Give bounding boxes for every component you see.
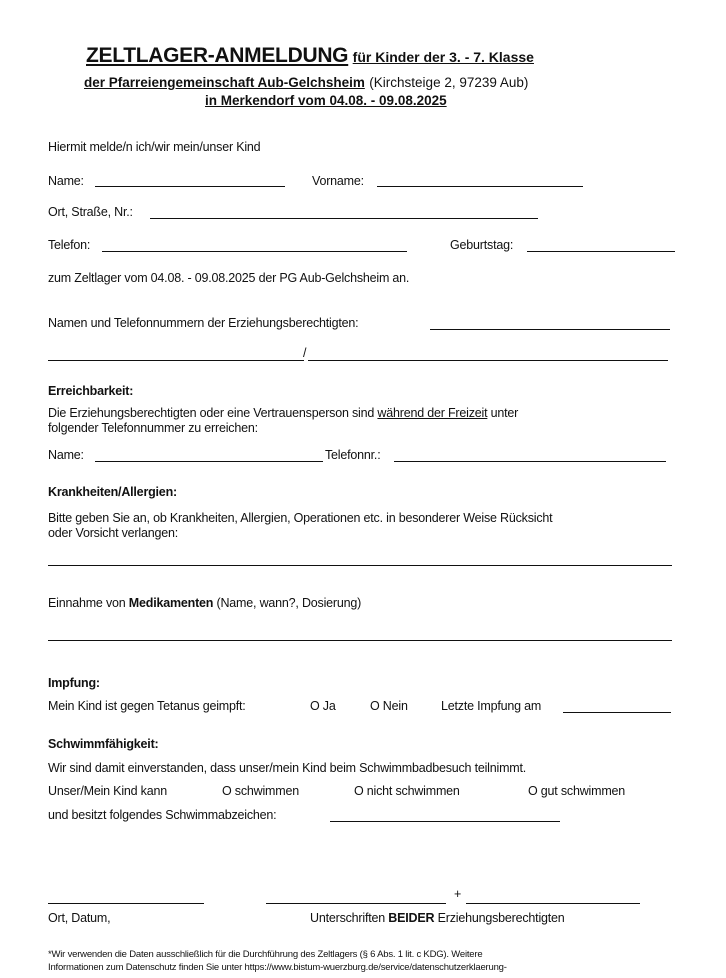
reachability-heading: Erreichbarkeit: (48, 384, 134, 398)
title-main: ZELTLAGER-ANMELDUNG (86, 44, 349, 67)
title-suffix: für Kinder der 3. - 7. Klasse (352, 49, 534, 65)
vaccination-option-no[interactable]: O Nein (370, 699, 408, 713)
vaccination-text: Mein Kind ist gegen Tetanus geimpft: (48, 699, 246, 713)
phone-label: Telefon: (48, 238, 91, 252)
medication-bold: Medikamenten (128, 596, 214, 610)
swimming-heading: Schwimmfähigkeit: (48, 737, 159, 751)
signatures-bold: BEIDER (388, 911, 435, 925)
contact-name-label: Name: (48, 448, 84, 462)
illness-heading: Krankheiten/Allergien: (48, 485, 177, 499)
illness-text-line2: oder Vorsicht verlangen: (48, 526, 179, 540)
header-line-3: in Merkendorf vom 04.08. - 09.08.2025 (205, 93, 447, 108)
address-label: Ort, Straße, Nr.: (48, 205, 133, 219)
signature-field-2[interactable] (466, 903, 640, 904)
phone-field[interactable] (102, 251, 407, 252)
swimming-consent: Wir sind damit einverstanden, dass unser/mein Kind beim Schwimmbadbesuch teilnimmt. (48, 761, 527, 775)
reachability-text-underlined: während der Freizeit (377, 406, 488, 420)
parish-address: (Kirchsteige 2, 97239 Aub) (369, 75, 529, 90)
contact-phone-field[interactable] (394, 461, 666, 462)
signatures-prefix: Unterschriften (310, 911, 386, 925)
vaccination-date-field[interactable] (563, 712, 671, 713)
registration-text: zum Zeltlager vom 04.08. - 09.08.2025 der PG Aub-Gelchsheim an. (48, 271, 410, 285)
guardians-field-2[interactable] (48, 360, 304, 361)
birthday-field[interactable] (527, 251, 675, 252)
footer-line-1: *Wir verwenden die Daten ausschließlich für die Durchführung des Zeltlagers (§ 6 Abs. 1 lit. c KDG). Weitere (48, 949, 483, 960)
swimming-can-label: Unser/Mein Kind kann (48, 784, 167, 798)
place-date-field[interactable] (48, 903, 204, 904)
vorname-label: Vorname: (312, 174, 364, 188)
vaccination-heading: Impfung: (48, 676, 100, 690)
birthday-label: Geburtstag: (450, 238, 514, 252)
header-line-2 (84, 74, 528, 92)
place-date-label: Ort, Datum, (48, 911, 111, 925)
signature-field-1[interactable] (266, 903, 446, 904)
swimming-option-can[interactable]: O schwimmen (222, 784, 299, 798)
swimming-badge-label: und besitzt folgendes Schwimmabzeichen: (48, 808, 277, 822)
guardians-field-1[interactable] (430, 329, 670, 330)
illness-text-line1: Bitte geben Sie an, ob Krankheiten, Allergien, Operationen etc. in besonderer Weise Rücksicht (48, 511, 553, 525)
contact-name-field[interactable] (95, 461, 323, 462)
reachability-text-line2: folgender Telefonnummer zu erreichen: (48, 421, 258, 435)
signature-plus: + (454, 887, 462, 901)
parish-name: der Pfarreiengemeinschaft Aub-Gelchsheim (84, 75, 365, 90)
medication-label (48, 596, 361, 610)
guardians-separator: / (303, 346, 307, 360)
vaccination-last-label: Letzte Impfung am (441, 699, 542, 713)
medication-prefix: Einnahme von (48, 596, 126, 610)
illness-field[interactable] (48, 565, 672, 566)
vaccination-option-yes[interactable]: O Ja (310, 699, 336, 713)
name-field[interactable] (95, 186, 285, 187)
intro-text: Hiermit melde/n ich/wir mein/unser Kind (48, 140, 261, 154)
swimming-badge-field[interactable] (330, 821, 560, 822)
reachability-text-part2: unter (490, 406, 519, 420)
signatures-label (310, 911, 565, 925)
reachability-text-line1 (48, 406, 518, 420)
swimming-option-good[interactable]: O gut schwimmen (528, 784, 626, 798)
vorname-field[interactable] (377, 186, 583, 187)
reachability-text-part1: Die Erziehungsberechtigten oder eine Vertrauensperson sind (48, 406, 375, 420)
page-title (86, 44, 534, 68)
medication-field[interactable] (48, 640, 672, 641)
medication-suffix: (Name, wann?, Dosierung) (216, 596, 362, 610)
name-label: Name: (48, 174, 84, 188)
guardians-field-3[interactable] (308, 360, 668, 361)
address-field[interactable] (150, 218, 538, 219)
signatures-suffix: Erziehungsberechtigten (437, 911, 565, 925)
footer-line-2: Informationen zum Datenschutz finden Sie unter https://www.bistum-wuerzburg.de/service/datenschutzerklaerung- (48, 962, 507, 973)
swimming-option-cannot[interactable]: O nicht schwimmen (354, 784, 460, 798)
contact-phone-label: Telefonnr.: (325, 448, 381, 462)
guardians-label: Namen und Telefonnummern der Erziehungsberechtigten: (48, 316, 359, 330)
